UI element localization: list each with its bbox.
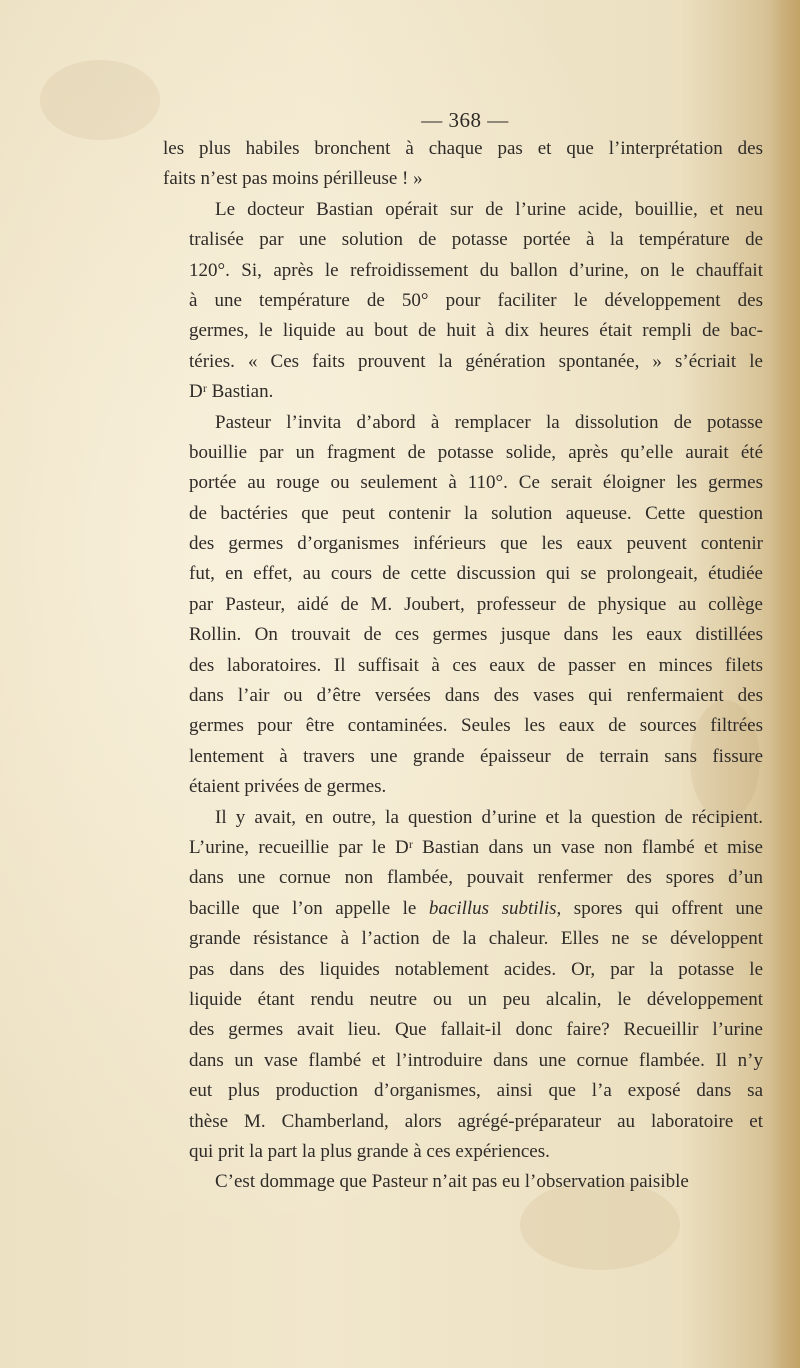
text-line: les plus habiles bronchent à chaque pas et que l’interprétation des xyxy=(163,138,763,159)
text-line: de bactéries que peut contenir la solution aqueuse. Cette question xyxy=(189,502,763,524)
text-line: qui prit la part la plus grande à ces expériences. xyxy=(189,1140,550,1162)
text-line: fut, en effet, au cours de cette discussion qui se prolongeait, étudiée xyxy=(189,563,763,585)
paragraph xyxy=(163,1167,763,1197)
text-line: Le docteur Bastian opérait sur de l’urine acide, bouillie, et neu xyxy=(215,198,763,220)
text-line: Il y avait, en outre, la question d’urine et la question de récipient. xyxy=(215,806,763,828)
text-line: eut plus production d’organismes, ainsi que l’a exposé dans sa xyxy=(189,1080,763,1102)
text-line: des germes d’organismes inférieurs que les eaux peuvent contenir xyxy=(189,533,763,555)
text-line: des germes avait lieu. Que fallait-il donc faire? Recueillir l’urine xyxy=(189,1019,763,1041)
page-edge-shadow xyxy=(770,0,800,1368)
text-line: L’urine, recueillie par le Dʳ Bastian dans un vase non flambé et mise xyxy=(189,836,763,858)
text-line: Dʳ Bastian. xyxy=(189,381,274,403)
text-line: liquide étant rendu neutre ou un peu alcalin, le développement xyxy=(189,988,763,1010)
text-line: faits n’est pas moins périlleuse ! » xyxy=(163,168,423,190)
text-line: dans un vase flambé et l’introduire dans une cornue flambée. Il n’y xyxy=(189,1049,763,1071)
text-line: bouillie par un fragment de potasse solide, après qu’elle aurait été xyxy=(189,441,763,463)
text-line: téries. « Ces faits prouvent la génération spontanée, » s’écriait le xyxy=(189,350,763,372)
text-line: bacille que l’on appelle le bacillus subtilis, spores qui offrent une xyxy=(189,897,763,919)
text-line: Rollin. On trouvait de ces germes jusque dans les eaux distillées xyxy=(189,624,763,646)
paragraph xyxy=(163,195,763,408)
paragraph xyxy=(163,134,763,195)
text-line: tralisée par une solution de potasse portée à la température de xyxy=(189,229,763,251)
text-line: des laboratoires. Il suffisait à ces eaux de passer en minces filets xyxy=(189,654,763,676)
text-line: germes, le liquide au bout de huit à dix heures était rempli de bac- xyxy=(189,320,763,342)
text-line: germes pour être contaminées. Seules les eaux de sources filtrées xyxy=(189,715,763,737)
text-line: 120°. Si, après le refroidissement du ballon d’urine, on le chauffait xyxy=(189,259,763,281)
text-line: étaient privées de germes. xyxy=(189,776,387,798)
page-number: — 368 — xyxy=(421,108,509,132)
text-line: par Pasteur, aidé de M. Joubert, professeur de physique au collège xyxy=(189,593,763,615)
text-line: lentement à travers une grande épaisseur de terrain sans fissure xyxy=(189,745,763,767)
text-line: pas dans des liquides notablement acides. Or, par la potasse le xyxy=(189,958,763,980)
text-line: thèse M. Chamberland, alors agrégé-préparateur au laboratoire et xyxy=(189,1110,763,1132)
text-line: dans une cornue non flambée, pouvait renfermer des spores d’un xyxy=(189,867,763,889)
paragraph xyxy=(163,803,763,1168)
text-line: portée au rouge ou seulement à 110°. Ce serait éloigner les germes xyxy=(189,472,763,494)
text-line: grande résistance à l’action de la chaleur. Elles ne se développent xyxy=(189,928,763,950)
text-line: C’est dommage que Pasteur n’ait pas eu l’observation paisible xyxy=(215,1171,689,1193)
paragraph xyxy=(163,408,763,803)
text-line: dans l’air ou d’être versées dans des vases qui renfermaient des xyxy=(189,685,763,707)
body-text xyxy=(163,134,763,1198)
text-line: Pasteur l’invita d’abord à remplacer la dissolution de potasse xyxy=(215,411,763,433)
text-line: à une température de 50° pour faciliter le développement des xyxy=(189,289,763,311)
